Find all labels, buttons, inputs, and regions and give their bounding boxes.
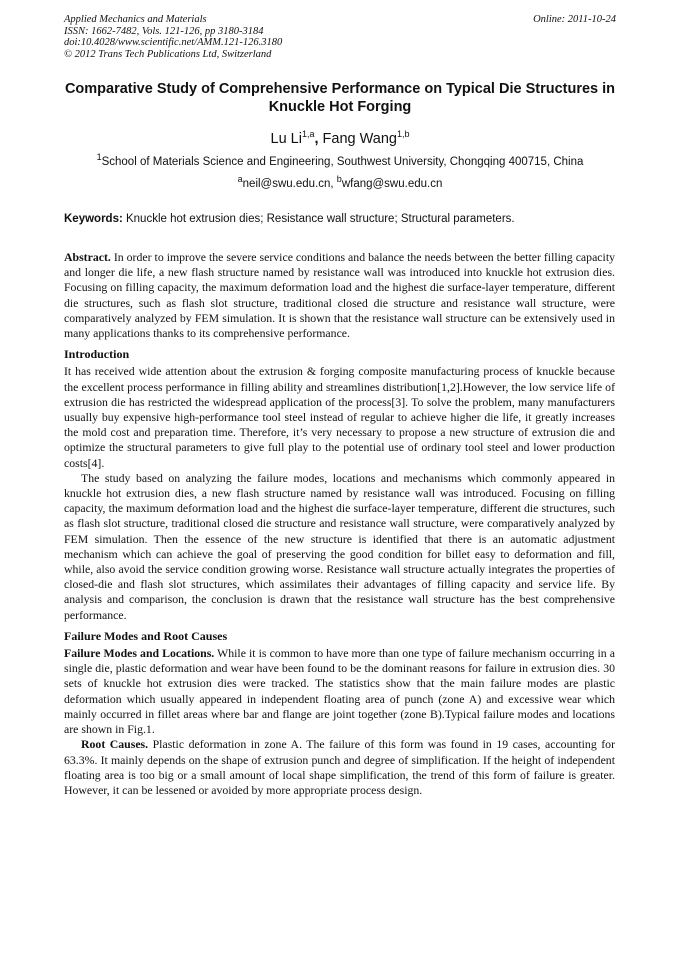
author-name: Fang Wang <box>322 131 397 147</box>
affiliation-mark: 1 <box>96 152 102 163</box>
section-heading: Introduction <box>64 347 130 362</box>
email-mark: b <box>336 174 342 185</box>
paper-title: Comparative Study of Comprehensive Performance on Typical Die Structures in Knuckle Hot Forging <box>64 81 616 115</box>
body-paragraph <box>64 737 615 798</box>
paragraph-label: Failure Modes and Locations. <box>64 646 215 661</box>
body-paragraph: The study based on analyzing the failure modes, locations and mechanisms which commonly appeared in knuckle hot extrusion dies, a new flash structure named by resistance wall was introduced. Focusing on filling capacity, the maximum deformation load and the highest die surface-layer temperature, different die structures, such as flash slot structure, traditional closed die structure and resistance wall structure, were comparatively analyzed by FEM simulation. Then the essence of the new structure is identified that there is an automatic adjustment mechanism which can achieve the goal of preserving the good condition for billet easy to deformation and fill, while, also avoid the service condition growing worse. Resistance wall structure actually integrates the properties of closed-die and flash slot structures, which assimilates their advantages of filling capacity and service life. By analysis and comparison, the conclusion is drawn that the resistance wall structure has the best comprehensive performance. <box>64 470 615 622</box>
section-heading: Failure Modes and Root Causes <box>64 628 228 643</box>
email-address: neil@swu.edu.cn, <box>242 178 337 190</box>
paragraph-label: Root Causes. <box>81 737 149 752</box>
author-emails <box>64 174 616 190</box>
abstract-text: In order to improve the severe service conditions and balance the needs between the better filling capacity and longer die life, a new flash structure named by resistance wall was introduced into knuckle hot extrusion dies. Focusing on filling capacity, the maximum deformation load and the highest die surface-layer temperature, different die structures, such as flash slot structure, traditional closed die structure and resistance wall structure, were comparatively analyzed by FEM simulation. It is shown that the resistance wall structure can be extensively used in many applications thanks to its comprehensive performance. <box>64 250 615 341</box>
paragraph-text: Plastic deformation in zone A. The failure of this form was found in 19 cases, accounting for 63.3%. It mainly depends on the shape of extrusion punch and degree of simplification. If the height of independent floating area is too big or a small amount of local shape simplification, the trend of this form of failure is greater. However, it can be lessened or avoided by more appropriate process design. <box>64 737 615 797</box>
doi-line: doi:10.4028/www.scientific.net/AMM.121-126.3180 <box>64 37 283 49</box>
email-mark: a <box>237 174 243 185</box>
online-date: Online: 2011-10-24 <box>533 14 616 25</box>
body-paragraph: It has received wide attention about the extrusion & forging composite manufacturing process of knuckle because the excellent process performance in filling ability and streamlines distribution[1,2].However, the low service life of extrusion die has restricted the widespread application of the process[3]. To solve the problem, many manufacturers usually buy expensive high-performance tool steel instead of regular to achieve higher die life, it greatly increases the mold cost and preparation time. Therefore, it’s very necessary to propose a new structure of extrusion die and optimize the structural parameters to give full play to the potential use of ordinary tool steel and lower production costs[4]. <box>64 364 615 470</box>
affiliation <box>64 152 616 168</box>
journal-name: Applied Mechanics and Materials <box>64 14 207 25</box>
affiliation-text: School of Materials Science and Engineering, Southwest University, Chongqing 400715, China <box>101 156 584 168</box>
issn-line: ISSN: 1662-7482, Vols. 121-126, pp 3180-3184 <box>64 25 264 37</box>
abstract-label: Abstract. <box>64 250 111 264</box>
keywords-text: Knuckle hot extrusion dies; Resistance wall structure; Structural parameters. <box>122 213 515 225</box>
abstract-paragraph <box>64 250 615 341</box>
keywords <box>64 213 616 225</box>
author-affiliation-mark: 1,a <box>301 129 315 140</box>
author-affiliation-mark: 1,b <box>396 129 410 140</box>
body-paragraph <box>64 646 615 737</box>
publication-header <box>64 14 616 60</box>
author-separator: , <box>314 131 323 147</box>
keywords-label: Keywords: <box>64 213 123 225</box>
copyright-line: © 2012 Trans Tech Publications Ltd, Switzerland <box>64 48 272 60</box>
author-name: Lu Li <box>270 131 302 147</box>
author-list <box>64 131 616 147</box>
paragraph-text: While it is common to have more than one type of failure mechanism occurring in a single die, plastic deformation and wear have been found to be the dominant reasons for failure in extrusion dies. 30 sets of knuckle hot extrusion dies were tracked. The statistics show that the main failure modes are plastic deformation which usually appeared in independent floating area of punch (zone A) and excessive wear which mainly occurred in fillet areas where bar and flange are joint together (zone B).Typical failure modes and locations are shown in Fig.1. <box>64 646 616 737</box>
email-address: wfang@swu.edu.cn <box>341 178 443 190</box>
paper-body <box>64 250 615 798</box>
